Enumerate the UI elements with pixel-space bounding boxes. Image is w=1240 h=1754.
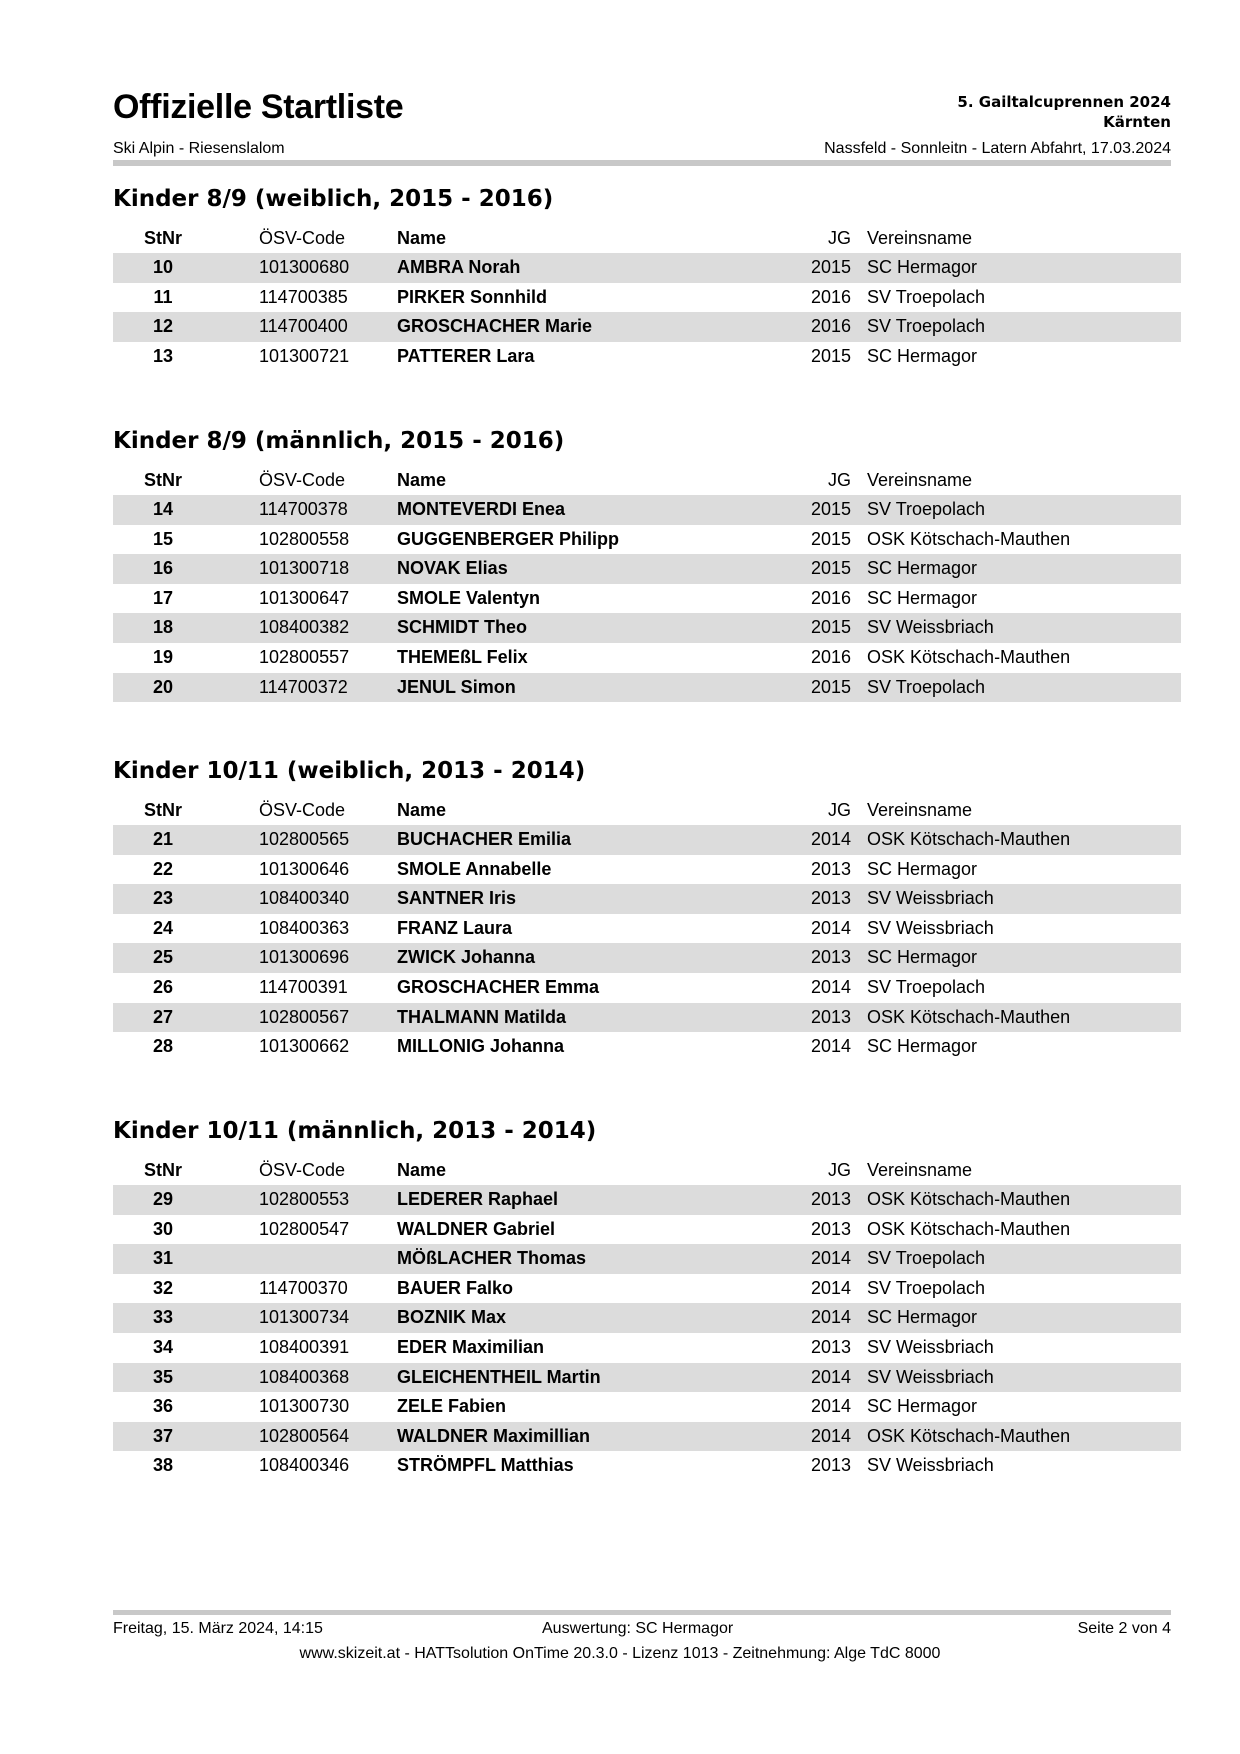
cell-name: JENUL Simon <box>397 676 516 697</box>
column-header-name: Name <box>397 470 447 490</box>
cell-club: OSK Kötschach-Mauthen <box>867 1218 1071 1239</box>
footer-page-number: Seite 2 von 4 <box>1077 1620 1171 1637</box>
cell-name: GROSCHACHER Marie <box>397 316 593 337</box>
cell-jg: 2015 <box>810 499 851 519</box>
cell-osv: 101300680 <box>259 257 350 277</box>
table-row <box>113 312 1181 342</box>
cell-stnr: 14 <box>152 499 174 519</box>
cell-osv: 101300647 <box>259 587 350 608</box>
category-title: Kinder 8/9 (weiblich, 2015 - 2016) <box>113 186 554 212</box>
category-section <box>113 1115 1181 1481</box>
column-header-osv: ÖSV-Code <box>259 470 346 490</box>
cell-jg: 2016 <box>810 646 851 667</box>
table-row <box>113 943 1181 973</box>
page-header <box>113 88 1171 168</box>
cell-club: SV Troepolach <box>867 1248 986 1269</box>
cell-jg: 2015 <box>810 257 851 277</box>
column-header-club: Vereinsname <box>867 470 973 490</box>
cell-name: EDER Maximilian <box>397 1336 545 1357</box>
cell-stnr: 19 <box>152 646 174 667</box>
cell-club: SC Hermagor <box>867 858 978 879</box>
event-region: Kärnten <box>1103 113 1171 131</box>
table-row <box>113 825 1181 855</box>
column-header-stnr: StNr <box>143 470 182 490</box>
cell-stnr: 38 <box>152 1455 174 1476</box>
cell-stnr: 25 <box>152 947 174 968</box>
cell-name: AMBRA Norah <box>397 257 521 277</box>
column-header-jg: JG <box>827 800 851 820</box>
cell-club: SV Weissbriach <box>867 1366 994 1387</box>
cell-osv: 102800553 <box>259 1189 350 1209</box>
cell-name: FRANZ Laura <box>397 917 513 938</box>
cell-osv: 101300721 <box>259 345 350 366</box>
cell-club: SV Weissbriach <box>867 1455 994 1476</box>
cell-name: SCHMIDT Theo <box>397 617 527 638</box>
cell-jg: 2014 <box>810 976 851 997</box>
column-header-jg: JG <box>827 470 851 490</box>
cell-name: THALMANN Matilda <box>397 1006 566 1027</box>
table-row <box>113 673 1181 703</box>
table-row <box>113 1392 1181 1422</box>
cell-stnr: 28 <box>152 1036 174 1057</box>
cell-club: SC Hermagor <box>867 947 978 968</box>
column-header-row <box>113 1155 1181 1185</box>
cell-jg: 2015 <box>810 617 851 638</box>
cell-jg: 2014 <box>810 1366 851 1387</box>
cell-osv: 102800567 <box>259 1006 350 1027</box>
cell-club: SV Weissbriach <box>867 917 994 938</box>
table-row <box>113 1422 1181 1452</box>
cell-club: SC Hermagor <box>867 558 978 579</box>
cell-osv: 102800558 <box>259 528 350 549</box>
cell-name: BAUER Falko <box>397 1277 514 1298</box>
cell-club: SV Troepolach <box>867 499 986 519</box>
cell-stnr: 35 <box>152 1366 174 1387</box>
cell-stnr: 16 <box>152 558 174 579</box>
cell-osv: 108400368 <box>259 1366 350 1387</box>
cell-name: SMOLE Annabelle <box>397 858 552 879</box>
table-row <box>113 855 1181 885</box>
table-row <box>113 495 1181 525</box>
cell-name: WALDNER Maximillian <box>397 1425 591 1446</box>
footer-divider <box>113 1610 1171 1615</box>
cell-osv: 108400340 <box>259 888 350 909</box>
cell-jg: 2014 <box>810 1396 851 1417</box>
table-row <box>113 525 1181 555</box>
cell-stnr: 15 <box>152 528 174 549</box>
cell-name: SANTNER Iris <box>397 888 517 909</box>
column-header-club: Vereinsname <box>867 228 973 248</box>
cell-osv: 108400363 <box>259 917 350 938</box>
cell-club: SC Hermagor <box>867 345 978 366</box>
column-header-club: Vereinsname <box>867 800 973 820</box>
table-row <box>113 1451 1181 1481</box>
cell-club: OSK Kötschach-Mauthen <box>867 1425 1071 1446</box>
cell-stnr: 26 <box>152 976 174 997</box>
cell-osv: 101300718 <box>259 558 350 579</box>
cell-jg: 2014 <box>810 1425 851 1446</box>
cell-stnr: 37 <box>152 1425 174 1446</box>
cell-stnr: 23 <box>152 888 174 909</box>
cell-club: SV Weissbriach <box>867 617 994 638</box>
table-row <box>113 914 1181 944</box>
cell-osv: 101300662 <box>259 1036 350 1057</box>
table-row <box>113 1185 1181 1215</box>
cell-osv: 114700378 <box>259 499 348 519</box>
table-row <box>113 1032 1181 1062</box>
cell-name: THEMEßL Felix <box>397 646 528 667</box>
table-row <box>113 342 1181 372</box>
table-row <box>113 1274 1181 1304</box>
cell-club: SC Hermagor <box>867 587 978 608</box>
cell-club: SV Weissbriach <box>867 1336 994 1357</box>
cell-osv: 102800547 <box>259 1218 350 1239</box>
cell-club: SV Weissbriach <box>867 888 994 909</box>
cell-jg: 2013 <box>810 888 851 909</box>
cell-stnr: 11 <box>153 286 173 307</box>
cell-club: SC Hermagor <box>867 257 978 277</box>
table-row <box>113 643 1181 673</box>
cell-osv: 102800557 <box>259 646 350 667</box>
cell-name: GROSCHACHER Emma <box>397 976 600 997</box>
cell-osv: 114700391 <box>259 976 348 997</box>
cell-osv: 114700372 <box>259 676 348 697</box>
cell-jg: 2014 <box>810 1248 851 1269</box>
column-header-stnr: StNr <box>143 228 182 248</box>
cell-jg: 2016 <box>810 587 851 608</box>
cell-club: SV Troepolach <box>867 316 986 337</box>
cell-club: SC Hermagor <box>867 1396 978 1417</box>
table-row <box>113 884 1181 914</box>
cell-club: OSK Kötschach-Mauthen <box>867 1189 1071 1209</box>
cell-jg: 2013 <box>810 1455 851 1476</box>
cell-club: SC Hermagor <box>867 1307 978 1328</box>
table-row <box>113 1244 1181 1274</box>
table-row <box>113 973 1181 1003</box>
cell-stnr: 10 <box>152 257 174 277</box>
cell-jg: 2013 <box>810 1189 851 1209</box>
cell-jg: 2016 <box>810 316 851 337</box>
cell-stnr: 12 <box>152 316 174 337</box>
column-header-jg: JG <box>827 228 851 248</box>
column-header-row <box>113 465 1181 495</box>
table-row <box>113 1003 1181 1033</box>
cell-stnr: 32 <box>152 1277 174 1298</box>
table-row <box>113 1303 1181 1333</box>
event-venue-date: Nassfeld - Sonnleitn - Latern Abfahrt, 17.03.2024 <box>824 140 1171 157</box>
cell-name: WALDNER Gabriel <box>397 1218 556 1239</box>
cell-name: PIRKER Sonnhild <box>397 286 547 307</box>
cell-osv: 108400391 <box>259 1336 350 1357</box>
cell-jg: 2015 <box>810 558 851 579</box>
discipline-subtitle: Ski Alpin - Riesenslalom <box>113 140 285 157</box>
cell-osv: 101300734 <box>259 1307 350 1328</box>
column-header-jg: JG <box>827 1160 851 1180</box>
cell-name: MILLONIG Johanna <box>397 1036 565 1057</box>
cell-club: SV Troepolach <box>867 286 986 307</box>
table-row <box>113 1215 1181 1245</box>
column-header-club: Vereinsname <box>867 1160 973 1180</box>
column-header-name: Name <box>397 228 447 248</box>
footer-software: www.skizeit.at - HATTsolution OnTime 20.3.0 - Lizenz 1013 - Zeitnehmung: Alge TdC 8000 <box>299 1645 941 1662</box>
cell-jg: 2014 <box>810 917 851 938</box>
cell-name: BOZNIK Max <box>397 1307 507 1328</box>
header-divider <box>113 160 1171 166</box>
cell-stnr: 20 <box>152 676 174 697</box>
cell-jg: 2013 <box>810 1006 851 1027</box>
cell-stnr: 29 <box>152 1189 174 1209</box>
category-title: Kinder 8/9 (männlich, 2015 - 2016) <box>113 428 565 454</box>
cell-osv: 102800565 <box>259 829 350 849</box>
cell-osv: 108400346 <box>259 1455 350 1476</box>
cell-jg: 2014 <box>810 1307 851 1328</box>
cell-jg: 2013 <box>810 1218 851 1239</box>
cell-stnr: 13 <box>152 345 174 366</box>
cell-stnr: 33 <box>152 1307 174 1328</box>
cell-osv: 101300646 <box>259 858 350 879</box>
cell-name: LEDERER Raphael <box>397 1189 559 1209</box>
cell-name: MÖßLACHER Thomas <box>397 1248 586 1269</box>
column-header-name: Name <box>397 1160 447 1180</box>
column-header-stnr: StNr <box>143 1160 182 1180</box>
column-header-name: Name <box>397 800 447 820</box>
cell-osv: 114700370 <box>259 1277 348 1298</box>
cell-jg: 2013 <box>810 858 851 879</box>
cell-osv: 101300696 <box>259 947 350 968</box>
cell-stnr: 34 <box>152 1336 174 1357</box>
cell-name: NOVAK Elias <box>397 558 508 579</box>
cell-name: GUGGENBERGER Philipp <box>397 528 620 549</box>
column-header-stnr: StNr <box>143 800 182 820</box>
cell-club: OSK Kötschach-Mauthen <box>867 528 1071 549</box>
cell-stnr: 24 <box>152 917 174 938</box>
category-section <box>113 425 1181 702</box>
cell-club: SV Troepolach <box>867 676 986 697</box>
cell-name: MONTEVERDI Enea <box>397 499 566 519</box>
cell-osv: 102800564 <box>259 1425 350 1446</box>
cell-jg: 2013 <box>810 1336 851 1357</box>
cell-jg: 2015 <box>810 345 851 366</box>
cell-name: STRÖMPFL Matthias <box>397 1455 574 1476</box>
footer-evaluation: Auswertung: SC Hermagor <box>542 1620 734 1637</box>
cell-stnr: 36 <box>152 1396 174 1417</box>
cell-osv: 108400382 <box>259 617 350 638</box>
cell-club: SC Hermagor <box>867 1036 978 1057</box>
column-header-row <box>113 223 1181 253</box>
cell-name: BUCHACHER Emilia <box>397 829 572 849</box>
cell-stnr: 27 <box>152 1006 174 1027</box>
cell-jg: 2014 <box>810 829 851 849</box>
cell-jg: 2014 <box>810 1277 851 1298</box>
table-row <box>113 253 1181 283</box>
column-header-osv: ÖSV-Code <box>259 1160 346 1180</box>
cell-name: ZWICK Johanna <box>397 947 535 968</box>
table-row <box>113 584 1181 614</box>
event-info <box>957 92 1171 132</box>
cell-name: ZELE Fabien <box>397 1396 507 1417</box>
category-section <box>113 183 1181 371</box>
event-name: 5. Gailtalcuprennen 2024 <box>957 93 1171 111</box>
cell-stnr: 18 <box>152 617 174 638</box>
column-header-osv: ÖSV-Code <box>259 228 346 248</box>
cell-jg: 2016 <box>810 286 851 307</box>
table-row <box>113 613 1181 643</box>
cell-stnr: 21 <box>152 829 174 849</box>
footer-date: Freitag, 15. März 2024, 14:15 <box>113 1620 323 1637</box>
cell-club: SV Troepolach <box>867 976 986 997</box>
cell-stnr: 17 <box>152 587 174 608</box>
cell-club: OSK Kötschach-Mauthen <box>867 829 1071 849</box>
table-row <box>113 283 1181 313</box>
column-header-row <box>113 795 1181 825</box>
category-title: Kinder 10/11 (männlich, 2013 - 2014) <box>113 1118 597 1144</box>
column-header-osv: ÖSV-Code <box>259 800 346 820</box>
category-section <box>113 755 1181 1062</box>
cell-stnr: 30 <box>152 1218 174 1239</box>
cell-club: SV Troepolach <box>867 1277 986 1298</box>
cell-club: OSK Kötschach-Mauthen <box>867 646 1071 667</box>
cell-name: GLEICHENTHEIL Martin <box>397 1366 601 1387</box>
page-title: Offizielle Startliste <box>113 88 404 126</box>
table-row <box>113 1333 1181 1363</box>
cell-name: PATTERER Lara <box>397 345 535 366</box>
cell-jg: 2013 <box>810 947 851 968</box>
cell-jg: 2014 <box>810 1036 851 1057</box>
cell-osv: 114700385 <box>259 286 348 307</box>
cell-stnr: 31 <box>152 1248 174 1269</box>
cell-jg: 2015 <box>810 528 851 549</box>
cell-osv: 114700400 <box>259 316 348 337</box>
category-title: Kinder 10/11 (weiblich, 2013 - 2014) <box>113 758 586 784</box>
cell-jg: 2015 <box>810 676 851 697</box>
cell-osv: 101300730 <box>259 1396 350 1417</box>
table-row <box>113 1363 1181 1393</box>
cell-stnr: 22 <box>152 858 174 879</box>
table-row <box>113 554 1181 584</box>
cell-name: SMOLE Valentyn <box>397 587 541 608</box>
cell-club: OSK Kötschach-Mauthen <box>867 1006 1071 1027</box>
